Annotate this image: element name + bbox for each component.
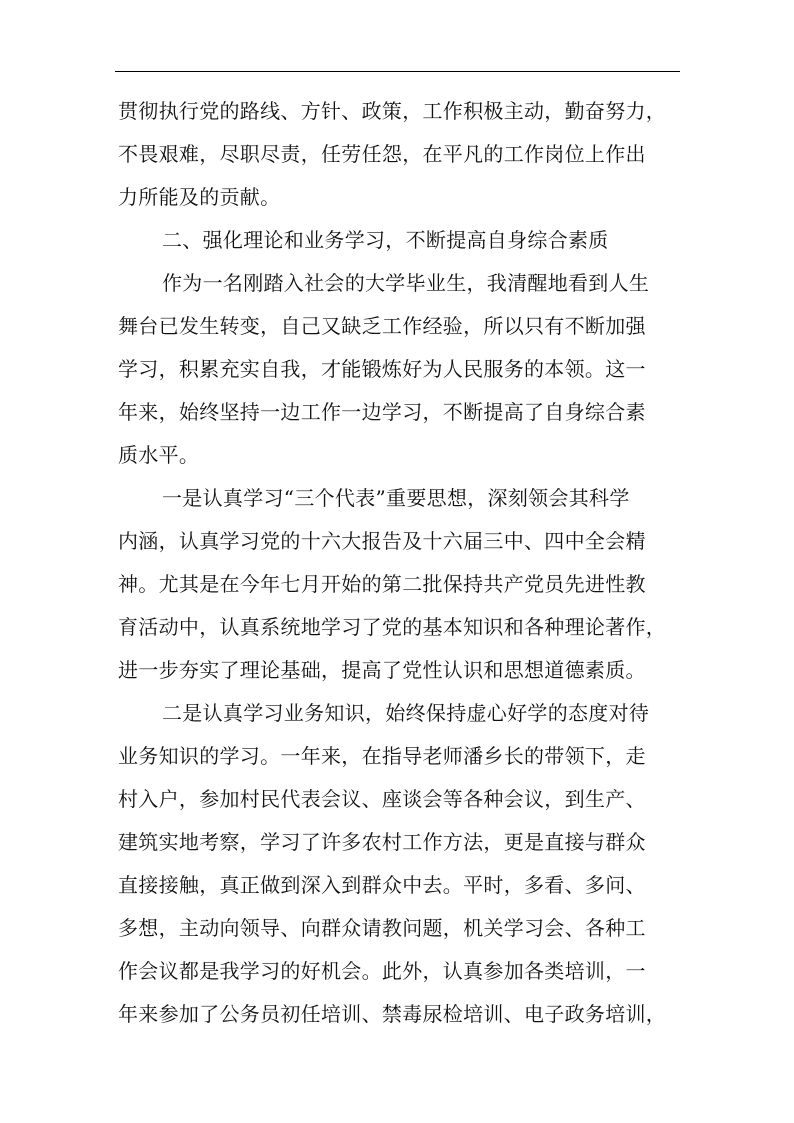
text-line: 舞台已发生转变，自己又缺乏工作经验，所以只有不断加强 — [118, 314, 646, 338]
text-line: 内涵，认真学习党的十六大报告及十六届三中、四中全会精 — [118, 529, 646, 553]
text-line: 进一步夯实了理论基础，提高了党性认识和思想道德素质。 — [118, 658, 646, 682]
text-line: 贯彻执行党的路线、方针、政策，工作积极主动，勤奋努力， — [118, 99, 667, 123]
text-line: 作会议都是我学习的好机会。此外，认真参加各类培训，一 — [118, 959, 646, 983]
text-line: 学习，积累充实自我，才能锻炼好为人民服务的本领。这一 — [118, 357, 646, 381]
text-line: 多想，主动向领导、向群众请教问题，机关学习会、各种工 — [118, 916, 646, 940]
text-line: 年来参加了公务员初任培训、禁毒尿检培训、电子政务培训， — [118, 1002, 667, 1026]
header-rule — [115, 71, 680, 72]
text-line: 二是认真学习业务知识，始终保持虚心好学的态度对待 — [162, 701, 650, 725]
text-line: 作为一名刚踏入社会的大学毕业生，我清醒地看到人生 — [162, 271, 650, 295]
text-line: 年来，始终坚持一边工作一边学习，不断提高了自身综合素 — [118, 400, 646, 424]
text-line: 村入户，参加村民代表会议、座谈会等各种会议，到生产、 — [118, 787, 646, 811]
text-line: 一是认真学习“三个代表”重要思想，深刻领会其科学 — [162, 486, 630, 510]
section-heading: 二、强化理论和业务学习，不断提高自身综合素质 — [162, 228, 609, 252]
text-line: 直接接触，真正做到深入到群众中去。平时，多看、多问、 — [118, 873, 646, 897]
text-line: 神。尤其是在今年七月开始的第二批保持共产党员先进性教 — [118, 572, 646, 596]
text-line: 业务知识的学习。一年来，在指导老师潘乡长的带领下，走 — [118, 744, 646, 768]
text-line: 不畏艰难，尽职尽责，任劳任怨，在平凡的工作岗位上作出 — [118, 142, 646, 166]
text-line: 育活动中，认真系统地学习了党的基本知识和各种理论著作， — [118, 615, 667, 639]
text-line: 质水平。 — [118, 443, 200, 467]
text-line: 力所能及的贡献。 — [118, 185, 281, 209]
text-line: 建筑实地考察，学习了许多农村工作方法，更是直接与群众 — [118, 830, 646, 854]
